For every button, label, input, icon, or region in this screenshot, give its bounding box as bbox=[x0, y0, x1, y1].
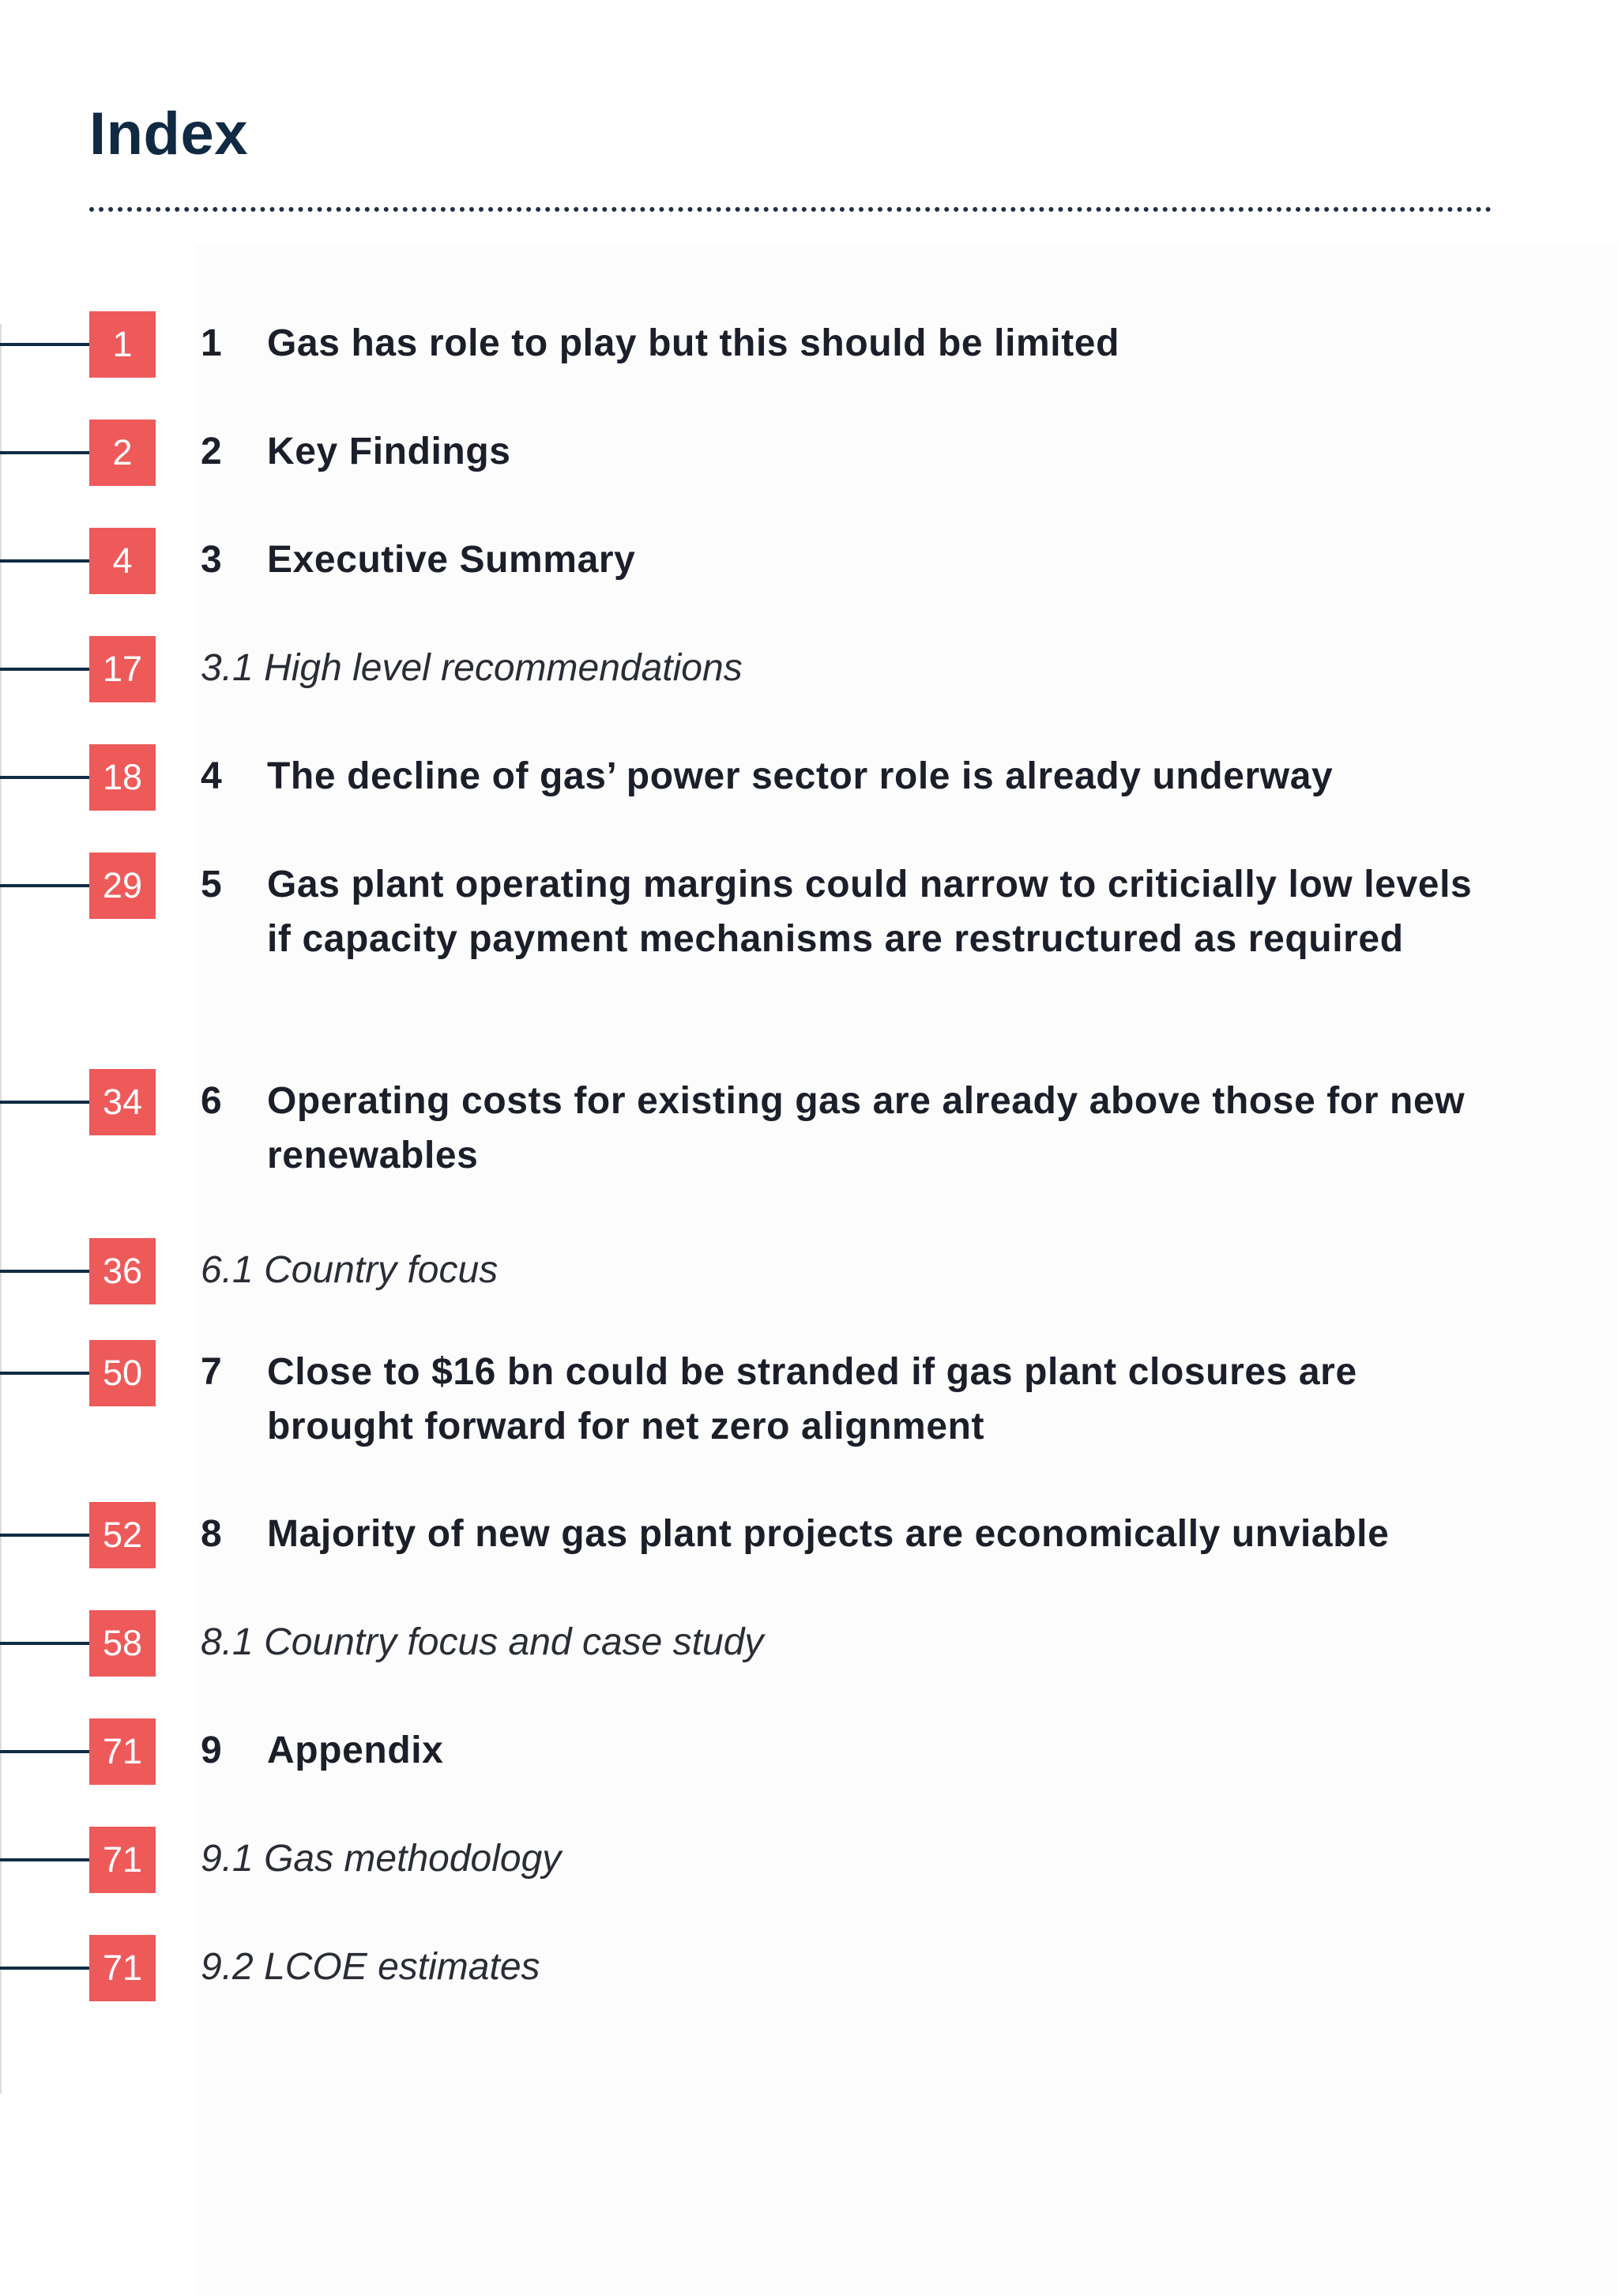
dotted-divider bbox=[89, 207, 1492, 212]
page-number-badge: 4 bbox=[89, 528, 156, 594]
section-title: Key Findings bbox=[267, 431, 511, 472]
page-number-badge: 58 bbox=[89, 1610, 156, 1677]
connector-line bbox=[0, 1372, 90, 1375]
connector-line bbox=[0, 1642, 90, 1645]
connector-line bbox=[0, 1858, 90, 1861]
page-number-badge: 36 bbox=[89, 1238, 156, 1304]
connector-line bbox=[0, 1270, 90, 1273]
page-title: Index bbox=[89, 100, 248, 167]
page-number-badge: 18 bbox=[89, 744, 156, 811]
connector-line bbox=[0, 1534, 90, 1537]
toc-entry-label[interactable] bbox=[201, 533, 1492, 587]
page-number-badge: 2 bbox=[89, 420, 156, 486]
toc-entry-label[interactable] bbox=[201, 857, 1492, 966]
connector-line bbox=[0, 559, 90, 563]
section-title: The decline of gas’ power sector role is already underway bbox=[267, 755, 1334, 797]
connector-line bbox=[0, 1967, 90, 1970]
page-number-badge: 71 bbox=[89, 1718, 156, 1785]
section-number: 9 bbox=[201, 1730, 223, 1771]
section-number: 3 bbox=[201, 539, 223, 581]
section-title: Majority of new gas plant projects are economically unviable bbox=[267, 1513, 1390, 1555]
page-number-badge: 17 bbox=[89, 636, 156, 702]
connector-line bbox=[0, 1101, 90, 1104]
toc-entry-label[interactable]: 3.1 High level recommendations bbox=[201, 647, 743, 689]
connector-line bbox=[0, 343, 90, 346]
section-title: Gas plant operating margins could narrow to criticially low levels if capacity payment mechanisms are restructured as required bbox=[267, 864, 1473, 960]
page-number-badge: 29 bbox=[89, 853, 156, 919]
toc-entry-label[interactable]: 6.1 Country focus bbox=[201, 1249, 499, 1291]
toc-entry-label[interactable] bbox=[201, 749, 1492, 804]
toc-entry-label[interactable] bbox=[201, 1507, 1492, 1561]
section-number: 5 bbox=[201, 864, 223, 905]
section-title: Close to $16 bn could be stranded if gas plant closures are brought forward for net zero alignment bbox=[267, 1351, 1357, 1447]
toc-entry-label[interactable] bbox=[201, 1074, 1492, 1183]
connector-line bbox=[0, 668, 90, 671]
toc-entry-label[interactable]: 9.2 LCOE estimates bbox=[201, 1946, 540, 1988]
toc-entry-label[interactable] bbox=[201, 316, 1492, 371]
page-number-badge: 71 bbox=[89, 1827, 156, 1893]
toc-entry-label[interactable]: 8.1 Country focus and case study bbox=[201, 1621, 764, 1663]
section-number: 6 bbox=[201, 1080, 223, 1122]
section-number: 8 bbox=[201, 1513, 223, 1555]
toc-entry-label[interactable] bbox=[201, 1345, 1492, 1454]
connector-line bbox=[0, 451, 90, 454]
connector-line bbox=[0, 776, 90, 779]
section-title: Operating costs for existing gas are already above those for new renewables bbox=[267, 1080, 1466, 1176]
section-number: 1 bbox=[201, 322, 223, 364]
section-title: Executive Summary bbox=[267, 539, 636, 581]
toc-entry-label[interactable]: 9.1 Gas methodology bbox=[201, 1838, 562, 1880]
section-number: 2 bbox=[201, 431, 223, 472]
connector-line bbox=[0, 884, 90, 887]
section-title: Gas has role to play but this should be limited bbox=[267, 322, 1120, 364]
page-number-badge: 1 bbox=[89, 311, 156, 378]
toc-entry-label[interactable] bbox=[201, 424, 1492, 479]
page-number-badge: 50 bbox=[89, 1340, 156, 1406]
page-number-badge: 71 bbox=[89, 1935, 156, 2001]
page-number-badge: 34 bbox=[89, 1069, 156, 1135]
section-title: Appendix bbox=[267, 1730, 444, 1771]
left-margin-rule bbox=[0, 324, 2, 2094]
connector-line bbox=[0, 1750, 90, 1753]
page-number-badge: 52 bbox=[89, 1502, 156, 1568]
section-number: 4 bbox=[201, 755, 223, 797]
section-number: 7 bbox=[201, 1351, 223, 1393]
toc-entry-label[interactable] bbox=[201, 1723, 1492, 1778]
